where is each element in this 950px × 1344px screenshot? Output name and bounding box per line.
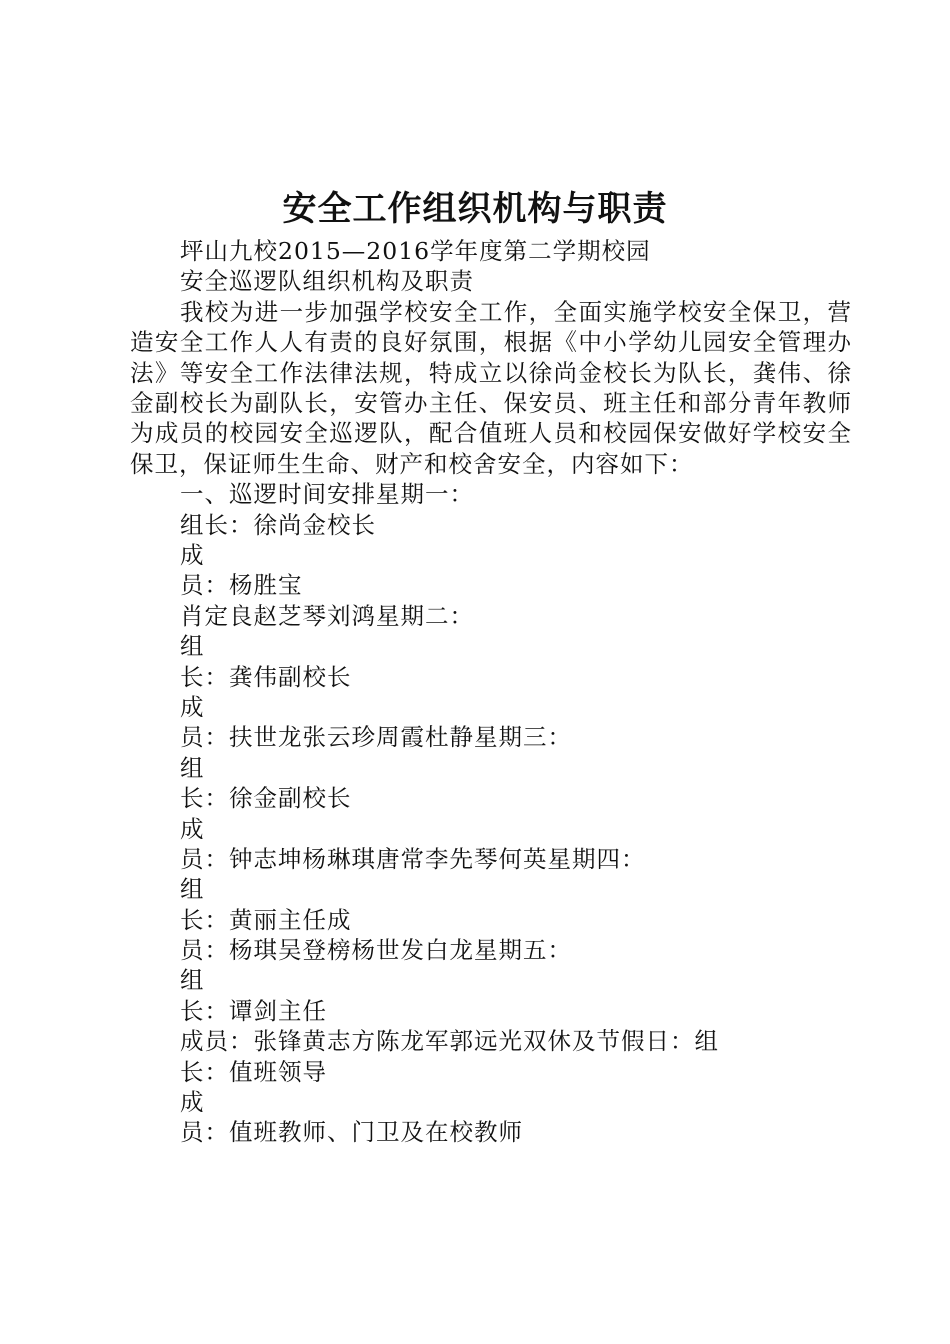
document-title: 安全工作组织机构与职责: [282, 189, 668, 229]
text-line: 员：钟志坤杨琳琪唐常李先琴何英星期四：: [180, 844, 646, 873]
text-line: 成: [180, 541, 205, 569]
text-line: 长：值班领导: [180, 1057, 327, 1086]
text-line: 成员：张锋黄志方陈龙军郭远光双休及节假日：组: [180, 1027, 719, 1056]
text-line: 组: [180, 753, 205, 782]
text-line: 员：杨胜宝: [180, 571, 303, 600]
text-line: 长：黄丽主任成: [180, 905, 352, 934]
text-line: 组: [180, 632, 205, 661]
text-line: 一、巡逻时间安排星期一：: [180, 480, 474, 509]
text-line: 员：杨琪吴登榜杨世发白龙星期五：: [180, 936, 572, 965]
text-line: 组: [180, 966, 205, 995]
text-line: 组长：徐尚金校长: [180, 510, 376, 539]
subtitle-line-1: 坪山九校2015—2016学年度第二学期校园: [180, 237, 651, 265]
text-line: 肖定良赵芝琴刘鸿星期二：: [180, 601, 474, 630]
intro-paragraph: 我校为进一步加强学校安全工作，全面实施学校安全保卫，营造安全工作人人有责的良好氛围，根据《中小学幼儿园安全管理办法》等安全工作法律法规，特成立以徐尚金校长为队长，龚伟、徐金副校长为副队长，安管办主任、保安员、班主任和部分青年教师为成员的校园安全巡逻队，配合值班人员和校园保安做好学校安全保卫，保证师生生命、财产和校舍安全，内容如下：: [130, 297, 852, 478]
text-line: 员：扶世龙张云珍周霞杜静星期三：: [180, 723, 572, 752]
text-line: 长：谭剑主任: [180, 996, 327, 1025]
text-line: 长：徐金副校长: [180, 784, 352, 813]
document-body: [130, 236, 852, 1148]
text-line: 成: [180, 814, 205, 843]
text-line: 长：龚伟副校长: [180, 662, 352, 691]
text-line: 组: [180, 875, 205, 904]
text-line: 成: [180, 1088, 205, 1117]
subtitle-line-2: 安全巡逻队组织机构及职责: [180, 267, 474, 296]
text-line: 员：值班教师、门卫及在校教师: [180, 1118, 523, 1147]
text-line: 成: [180, 692, 205, 721]
